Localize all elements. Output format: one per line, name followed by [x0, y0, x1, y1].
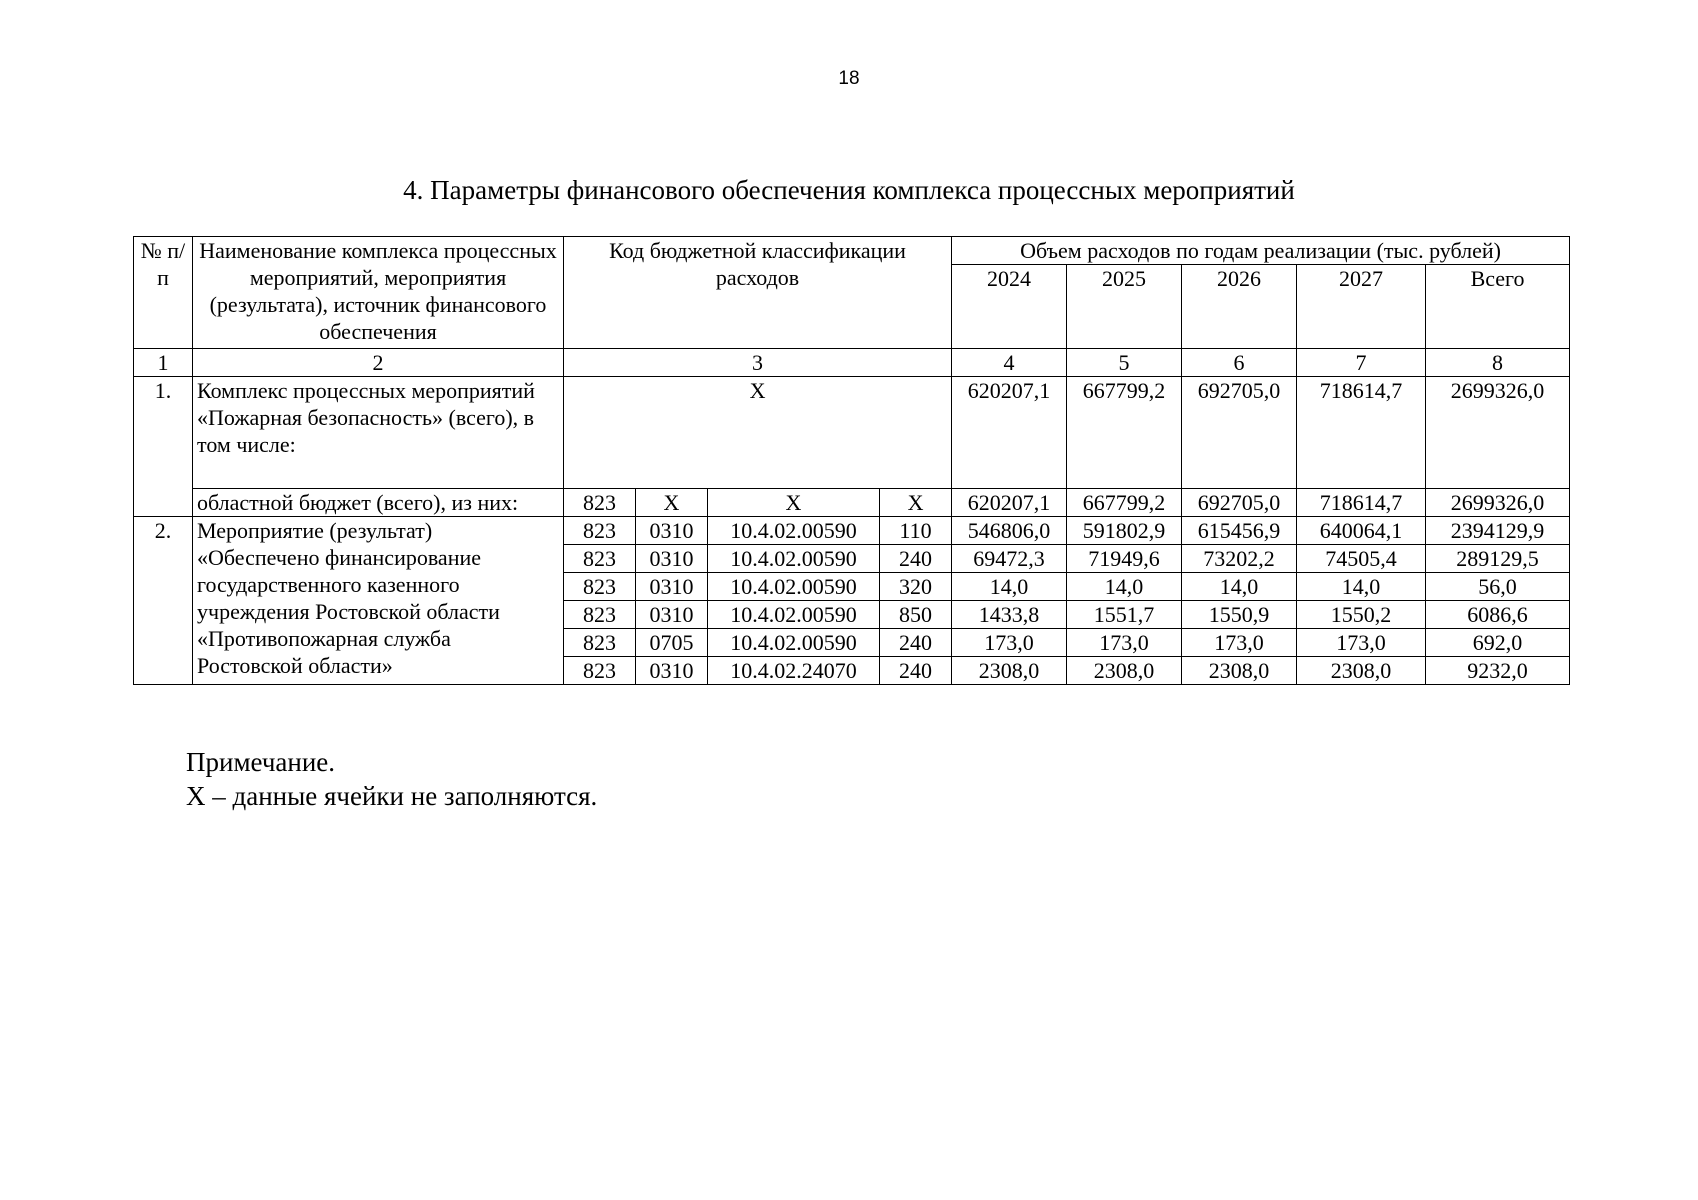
- value-cell: 546806,0: [952, 517, 1067, 545]
- financing-table: [133, 236, 1570, 685]
- code-cell: 110: [880, 517, 952, 545]
- note-text: X – данные ячейки не заполняются.: [186, 781, 598, 811]
- value-cell: 14,0: [1182, 573, 1297, 601]
- row-1-sub: [134, 489, 1570, 517]
- code-cell: 240: [880, 657, 952, 685]
- value-cell: 2308,0: [1067, 657, 1182, 685]
- value-cell: 173,0: [952, 629, 1067, 657]
- row-1-sub-code: 823: [564, 489, 636, 517]
- code-cell: 0705: [636, 629, 708, 657]
- note-heading: Примечание.: [186, 747, 336, 777]
- note: [186, 745, 597, 813]
- row-1-sub-value: 2699326,0: [1426, 489, 1570, 517]
- code-cell: 240: [880, 629, 952, 657]
- header-year-2026: 2026: [1182, 265, 1297, 349]
- row-1-sub-code: X: [708, 489, 880, 517]
- row-1-value: 718614,7: [1297, 377, 1426, 489]
- code-cell: 0310: [636, 601, 708, 629]
- value-cell: 2308,0: [1297, 657, 1426, 685]
- header-year-2024: 2024: [952, 265, 1067, 349]
- row-1-sub-name: областной бюджет (всего), из них:: [193, 489, 564, 517]
- value-cell: 640064,1: [1297, 517, 1426, 545]
- value-cell: 9232,0: [1426, 657, 1570, 685]
- value-cell: 2308,0: [1182, 657, 1297, 685]
- value-cell: 173,0: [1182, 629, 1297, 657]
- row-1-value: 667799,2: [1067, 377, 1182, 489]
- code-cell: 0310: [636, 657, 708, 685]
- value-cell: 69472,3: [952, 545, 1067, 573]
- row-1-sub-code: X: [636, 489, 708, 517]
- value-cell: 1550,2: [1297, 601, 1426, 629]
- value-cell: 289129,5: [1426, 545, 1570, 573]
- document-title: 4. Параметры финансового обеспечения комплекса процессных мероприятий: [403, 175, 1295, 205]
- value-cell: 692,0: [1426, 629, 1570, 657]
- column-number: 7: [1297, 349, 1426, 377]
- column-number: 1: [134, 349, 193, 377]
- header-code: Код бюджетной классификации расходов: [564, 237, 952, 349]
- row-2-num: 2.: [134, 517, 193, 685]
- column-number: 6: [1182, 349, 1297, 377]
- code-cell: 0310: [636, 517, 708, 545]
- code-cell: 10.4.02.00590: [708, 601, 880, 629]
- row-1-value: 2699326,0: [1426, 377, 1570, 489]
- code-cell: 10.4.02.00590: [708, 545, 880, 573]
- code-cell: 240: [880, 545, 952, 573]
- value-cell: 591802,9: [1067, 517, 1182, 545]
- code-cell: 320: [880, 573, 952, 601]
- header-name: Наименование комплекса процессных мероприятий, мероприятия (результата), источник финансового обеспечения: [193, 237, 564, 349]
- row-1: [134, 377, 1570, 489]
- code-cell: 10.4.02.00590: [708, 629, 880, 657]
- page-number: 18: [838, 68, 860, 89]
- code-cell: 823: [564, 573, 636, 601]
- row-1-sub-value: 692705,0: [1182, 489, 1297, 517]
- value-cell: 2394129,9: [1426, 517, 1570, 545]
- value-cell: 173,0: [1297, 629, 1426, 657]
- code-cell: 0310: [636, 573, 708, 601]
- code-cell: 823: [564, 545, 636, 573]
- code-cell: 823: [564, 657, 636, 685]
- row-1-sub-value: 718614,7: [1297, 489, 1426, 517]
- code-cell: 10.4.02.00590: [708, 573, 880, 601]
- column-numbers-row: [134, 349, 1570, 377]
- header-volume: Объем расходов по годам реализации (тыс. рублей): [952, 237, 1570, 265]
- code-cell: 10.4.02.24070: [708, 657, 880, 685]
- value-cell: 173,0: [1067, 629, 1182, 657]
- value-cell: 615456,9: [1182, 517, 1297, 545]
- row-1-sub-code: X: [880, 489, 952, 517]
- value-cell: 14,0: [1297, 573, 1426, 601]
- value-cell: 74505,4: [1297, 545, 1426, 573]
- header-year-2027: 2027: [1297, 265, 1426, 349]
- header-num: № п/п: [134, 237, 193, 349]
- header-total: Всего: [1426, 265, 1570, 349]
- value-cell: 2308,0: [952, 657, 1067, 685]
- code-cell: 850: [880, 601, 952, 629]
- value-cell: 71949,6: [1067, 545, 1182, 573]
- column-number: 3: [564, 349, 952, 377]
- value-cell: 1550,9: [1182, 601, 1297, 629]
- row-1-sub-value: 620207,1: [952, 489, 1067, 517]
- value-cell: 1433,8: [952, 601, 1067, 629]
- code-cell: 10.4.02.00590: [708, 517, 880, 545]
- row-1-code: X: [564, 377, 952, 489]
- value-cell: 14,0: [1067, 573, 1182, 601]
- value-cell: 14,0: [952, 573, 1067, 601]
- value-cell: 56,0: [1426, 573, 1570, 601]
- header-row-1: [134, 237, 1570, 265]
- code-cell: 0310: [636, 545, 708, 573]
- row-1-sub-value: 667799,2: [1067, 489, 1182, 517]
- row-2-name: Мероприятие (результат) «Обеспечено финансирование государственного казенного учреждения Ростовской области «Противопожарная служба Ростовской области»: [193, 517, 564, 685]
- column-number: 8: [1426, 349, 1570, 377]
- row-1-value: 692705,0: [1182, 377, 1297, 489]
- header-year-2025: 2025: [1067, 265, 1182, 349]
- value-cell: 6086,6: [1426, 601, 1570, 629]
- code-cell: 823: [564, 517, 636, 545]
- column-number: 2: [193, 349, 564, 377]
- row-2-line: [134, 517, 1570, 545]
- row-1-num: 1.: [134, 377, 193, 517]
- code-cell: 823: [564, 601, 636, 629]
- value-cell: 73202,2: [1182, 545, 1297, 573]
- column-number: 5: [1067, 349, 1182, 377]
- value-cell: 1551,7: [1067, 601, 1182, 629]
- row-1-name: Комплекс процессных мероприятий «Пожарная безопасность» (всего), в том числе:: [193, 377, 564, 489]
- code-cell: 823: [564, 629, 636, 657]
- column-number: 4: [952, 349, 1067, 377]
- row-1-value: 620207,1: [952, 377, 1067, 489]
